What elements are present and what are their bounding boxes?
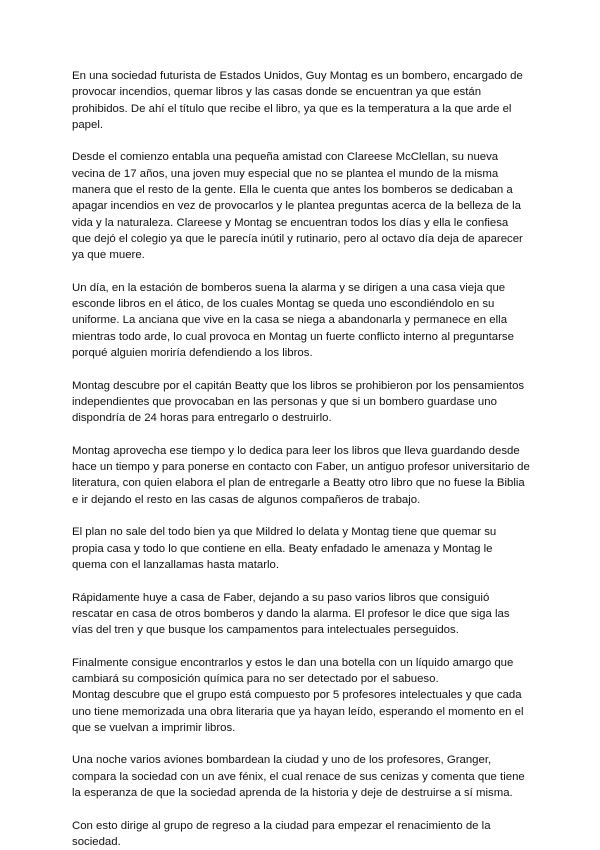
paragraph-4: Montag descubre por el capitán Beatty que los libros se prohibieron por los pensamientos independientes que provocaban en las personas y que si un bombero guardase uno dispondría de 24 horas para entregarlo o destruirlo.: [72, 379, 525, 425]
document-body: [72, 68, 530, 850]
paragraph-10: Con esto dirige al grupo de regreso a la ciudad para empezar el renacimiento de la sociedad.: [72, 819, 491, 848]
paragraph-7: Rápidamente huye a casa de Faber, dejando a su paso varios libros que consiguió rescatar en casa de otros bomberos y dando la alarma. El profesor le dice que siga las vías del tren y que busque los campamentos para intelectuales perseguidos.: [72, 591, 510, 637]
paragraph-8: Finalmente consigue encontrarlos y estos le dan una botella con un líquido amargo que cambiará su composición química para no ser detectado por el sabueso. Montag descubre que el grupo está compuesto por 5 profesores intelectuales y que cada uno tiene memorizada una obra literaria que ya hayan leído, esperando el momento en el que se vuelvan a imprimir libros.: [72, 656, 524, 734]
paragraph-1: En una sociedad futurista de Estados Unidos, Guy Montag es un bombero, encargado de provocar incendios, quemar libros y las casas donde se encuentran ya que están prohibidos. De ahí el título que recibe el libro, ya que es la temperatura a la que arde el papel.: [72, 70, 523, 131]
paragraph-2: Desde el comienzo entabla una pequeña amistad con Clareese McClellan, su nueva vecina de 17 años, una joven muy especial que no se plantea el mundo de la misma manera que el resto de la gente. Ella le cuenta que antes los bomberos se dedicaban a apagar incendios en vez de provocarlos y le plantea preguntas acerca de la belleza de la vida y la naturaleza. Clareese y Montag se encuentran todos los días y ella le confiesa que dejó el colegio ya que le parecía inútil y rutinario, pero al octavo día deja de aparecer ya que muere.: [72, 151, 523, 262]
paragraph-9: Una noche varios aviones bombardean la ciudad y uno de los profesores, Granger, compara la sociedad con un ave fénix, el cual renace de sus cenizas y comenta que tiene la esperanza de que la sociedad aprenda de la historia y deje de destruirse a sí misma.: [72, 754, 525, 800]
paragraph-3: Un día, en la estación de bomberos suena la alarma y se dirigen a una casa vieja que esconde libros en el ático, de los cuales Montag se queda uno escondiéndolo en su uniforme. La anciana que vive en la casa se niega a abandonarla y permanece en ella mientras todo arde, lo cual provoca en Montag un fuerte conflicto interno al preguntarse porqué alguien moriría defendiendo a los libros.: [72, 281, 514, 360]
paragraph-6: El plan no sale del todo bien ya que Mildred lo delata y Montag tiene que quemar su propia casa y todo lo que contiene en ella. Beaty enfadado le amenaza y Montag le quema con el lanzallamas hasta matarlo.: [72, 526, 497, 571]
paragraph-5: Montag aprovecha ese tiempo y lo dedica para leer los libros que lleva guardando desde hace un tiempo y para ponerse en contacto con Faber, un antiguo profesor universitario de literatura, con quien elabora el plan de entregarle a Beatty otro libro que no fuese la Biblia e ir dejando el resto en las casas de algunos compañeros de trabajo.: [72, 444, 530, 506]
